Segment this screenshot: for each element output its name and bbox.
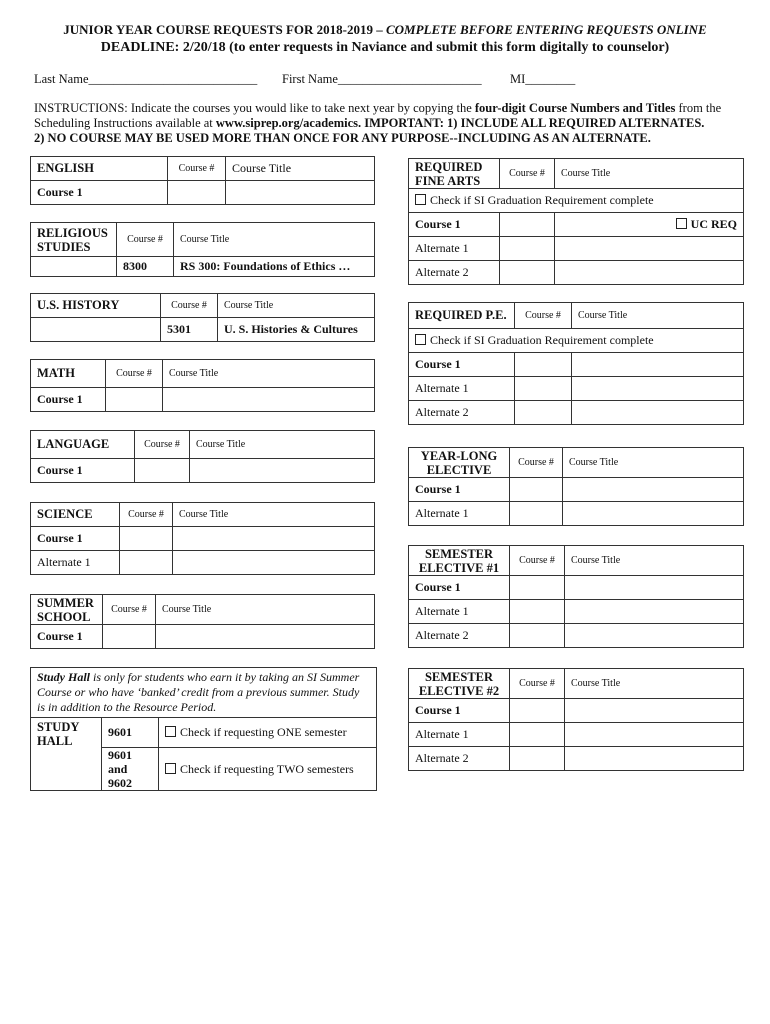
sem1-alt1: Alternate 1 (409, 600, 510, 624)
language-course1-num[interactable] (135, 459, 190, 483)
pe-alt1: Alternate 1 (409, 377, 515, 401)
finearts-alt1-num[interactable] (500, 237, 555, 261)
course-title-header: Course Title (563, 448, 744, 478)
finearts-heading: REQUIRED FINE ARTS (409, 159, 500, 189)
yearlong-table (408, 447, 744, 526)
course-title-header: Course Title (174, 223, 375, 257)
course-title-header: Course Title (565, 669, 744, 699)
pe-table (408, 302, 744, 425)
studyhall-note (31, 668, 377, 718)
title-italic-text: COMPLETE BEFORE ENTERING REQUESTS ONLINE (386, 22, 707, 37)
sem2-heading: SEMESTER ELECTIVE #2 (409, 669, 510, 699)
studyhall-opt1-num: 9601 (102, 718, 159, 748)
science-alt1-title[interactable] (173, 551, 375, 575)
course-title-header: Course Title (218, 294, 375, 318)
religious-title: RS 300: Foundations of Ethics … (174, 257, 375, 277)
course-num-header: Course # (510, 546, 565, 576)
english-heading: ENGLISH (31, 157, 168, 181)
sem2-course1-num[interactable] (510, 699, 565, 723)
yearlong-course1-title[interactable] (563, 478, 744, 502)
pe-course1-title[interactable] (572, 353, 744, 377)
course-num-header: Course # (135, 431, 190, 459)
checkbox-icon[interactable] (415, 194, 426, 205)
sem1-alt2: Alternate 2 (409, 624, 510, 648)
summer-heading: SUMMER SCHOOL (31, 595, 103, 625)
studyhall-opt2-label: Check if requesting TWO semesters (180, 761, 354, 776)
language-heading: LANGUAGE (31, 431, 135, 459)
english-course1-title[interactable] (226, 181, 375, 205)
summer-table (30, 594, 375, 649)
finearts-check[interactable] (409, 189, 744, 213)
checkbox-icon[interactable] (676, 218, 687, 229)
pe-heading: REQUIRED P.E. (409, 303, 515, 329)
pe-check[interactable] (409, 329, 744, 353)
course-title-header: Course Title (226, 157, 375, 181)
finearts-course1: Course 1 (409, 213, 500, 237)
yearlong-course1: Course 1 (409, 478, 510, 502)
sem1-course1-title[interactable] (565, 576, 744, 600)
sem2-alt2-num[interactable] (510, 747, 565, 771)
pe-alt2-title[interactable] (572, 401, 744, 425)
pe-alt1-num[interactable] (515, 377, 572, 401)
course-num-header: Course # (106, 360, 163, 388)
sem2-alt1-num[interactable] (510, 723, 565, 747)
pe-alt2: Alternate 2 (409, 401, 515, 425)
yearlong-alt1-title[interactable] (563, 502, 744, 526)
checkbox-icon[interactable] (165, 763, 176, 774)
religious-num: 8300 (117, 257, 174, 277)
sem1-alt1-title[interactable] (565, 600, 744, 624)
math-table (30, 359, 375, 412)
sem1-alt2-num[interactable] (510, 624, 565, 648)
sem1-heading: SEMESTER ELECTIVE #1 (409, 546, 510, 576)
english-table (30, 156, 375, 205)
sem1-course1-num[interactable] (510, 576, 565, 600)
studyhall-table (30, 667, 377, 791)
course-num-header: Course # (510, 669, 565, 699)
course-num-header: Course # (168, 157, 226, 181)
course-title-header: Course Title (190, 431, 375, 459)
summer-course1-num[interactable] (103, 625, 156, 649)
math-course1: Course 1 (31, 388, 106, 412)
ushistory-title: U. S. Histories & Cultures (218, 318, 375, 342)
english-course1: Course 1 (31, 181, 168, 205)
finearts-alt2-title[interactable] (555, 261, 744, 285)
studyhall-opt1-label: Check if requesting ONE semester (180, 725, 347, 739)
english-course1-num[interactable] (168, 181, 226, 205)
instructions-important: . IMPORTANT: 1) INCLUDE ALL REQUIRED ALTERNATES. (358, 116, 705, 130)
studyhall-opt2[interactable] (159, 748, 377, 791)
finearts-alt2: Alternate 2 (409, 261, 500, 285)
science-table (30, 502, 375, 575)
mi-field[interactable]: MI________ (510, 72, 576, 86)
studyhall-opt2-num: 9601 and 9602 (102, 748, 159, 791)
course-num-header: Course # (515, 303, 572, 329)
ushistory-empty (31, 318, 161, 342)
finearts-alt1-title[interactable] (555, 237, 744, 261)
course-title-header: Course Title (555, 159, 744, 189)
sem1-alt2-title[interactable] (565, 624, 744, 648)
pe-course1-num[interactable] (515, 353, 572, 377)
science-alt1-num[interactable] (120, 551, 173, 575)
summer-course1-title[interactable] (156, 625, 375, 649)
science-heading: SCIENCE (31, 503, 120, 527)
instructions-bold: four-digit Course Numbers and Titles (474, 101, 676, 115)
pe-alt2-num[interactable] (515, 401, 572, 425)
science-course1-title[interactable] (173, 527, 375, 551)
yearlong-heading: YEAR-LONG ELECTIVE (409, 448, 510, 478)
instructions (34, 101, 744, 146)
science-course1: Course 1 (31, 527, 120, 551)
science-alt1: Alternate 1 (31, 551, 120, 575)
pe-check-label: Check if SI Graduation Requirement complete (430, 333, 654, 347)
sem1-table (408, 545, 744, 648)
religious-empty (31, 257, 117, 277)
pe-alt1-title[interactable] (572, 377, 744, 401)
sem2-table (408, 668, 744, 771)
yearlong-alt1: Alternate 1 (409, 502, 510, 526)
checkbox-icon[interactable] (165, 726, 176, 737)
math-heading: MATH (31, 360, 106, 388)
instructions-url: www.siprep.org/academics (215, 116, 359, 130)
math-course1-title[interactable] (163, 388, 375, 412)
form-title (0, 22, 770, 38)
instructions-text-2: from the Scheduling Instructions available at (34, 101, 722, 130)
studyhall-heading: STUDY HALL (31, 718, 102, 791)
course-num-header: Course # (120, 503, 173, 527)
yearlong-alt1-num[interactable] (510, 502, 563, 526)
finearts-alt2-num[interactable] (500, 261, 555, 285)
language-course1-title[interactable] (190, 459, 375, 483)
sem1-course1: Course 1 (409, 576, 510, 600)
yearlong-course1-num[interactable] (510, 478, 563, 502)
instructions-text: INSTRUCTIONS: Indicate the courses you would like to take next year by copying the (34, 101, 475, 115)
finearts-ucreq[interactable] (555, 213, 744, 237)
sem2-course1: Course 1 (409, 699, 510, 723)
summer-course1: Course 1 (31, 625, 103, 649)
science-course1-num[interactable] (120, 527, 173, 551)
sem2-course1-title[interactable] (565, 699, 744, 723)
checkbox-icon[interactable] (415, 334, 426, 345)
course-num-header: Course # (103, 595, 156, 625)
studyhall-note-bold: Study Hall (37, 670, 91, 684)
course-title-header: Course Title (163, 360, 375, 388)
finearts-course1-num[interactable] (500, 213, 555, 237)
studyhall-opt1[interactable] (159, 718, 377, 748)
studyhall-note-text: is only for students who earn it by taking an SI Summer Course or who have ‘banked’ credit from a previous summer. Study is in addition to the Resource Period. (37, 670, 360, 714)
finearts-table (408, 158, 744, 285)
sem2-alt2-title[interactable] (565, 747, 744, 771)
language-course1: Course 1 (31, 459, 135, 483)
math-course1-num[interactable] (106, 388, 163, 412)
last-name-field[interactable]: Last Name___________________________ (34, 72, 258, 86)
finearts-alt1: Alternate 1 (409, 237, 500, 261)
ushistory-num: 5301 (161, 318, 218, 342)
ucreq-label: UC REQ (690, 217, 737, 231)
course-title-header: Course Title (156, 595, 375, 625)
name-fields (34, 72, 634, 88)
title-text: JUNIOR YEAR COURSE REQUESTS FOR 2018-2019 – (63, 22, 386, 37)
finearts-check-label: Check if SI Graduation Requirement complete (430, 193, 654, 207)
religious-table (30, 222, 375, 277)
instructions-rule: 2) NO COURSE MAY BE USED MORE THAN ONCE FOR ANY PURPOSE--INCLUDING AS AN ALTERNATE. (34, 131, 651, 145)
religious-heading: RELIGIOUS STUDIES (31, 223, 117, 257)
sem2-alt1: Alternate 1 (409, 723, 510, 747)
course-title-header: Course Title (565, 546, 744, 576)
course-num-header: Course # (161, 294, 218, 318)
language-table (30, 430, 375, 483)
sem2-alt2: Alternate 2 (409, 747, 510, 771)
pe-course1: Course 1 (409, 353, 515, 377)
ushistory-heading: U.S. HISTORY (31, 294, 161, 318)
course-num-header: Course # (510, 448, 563, 478)
course-num-header: Course # (500, 159, 555, 189)
ushistory-table (30, 293, 375, 342)
sem1-alt1-num[interactable] (510, 600, 565, 624)
course-title-header: Course Title (173, 503, 375, 527)
first-name-field[interactable]: First Name_______________________ (282, 72, 482, 86)
course-title-header: Course Title (572, 303, 744, 329)
course-num-header: Course # (117, 223, 174, 257)
sem2-alt1-title[interactable] (565, 723, 744, 747)
deadline-line: DEADLINE: 2/20/18 (to enter requests in Naviance and submit this form digitally to counselor) (100, 40, 670, 55)
